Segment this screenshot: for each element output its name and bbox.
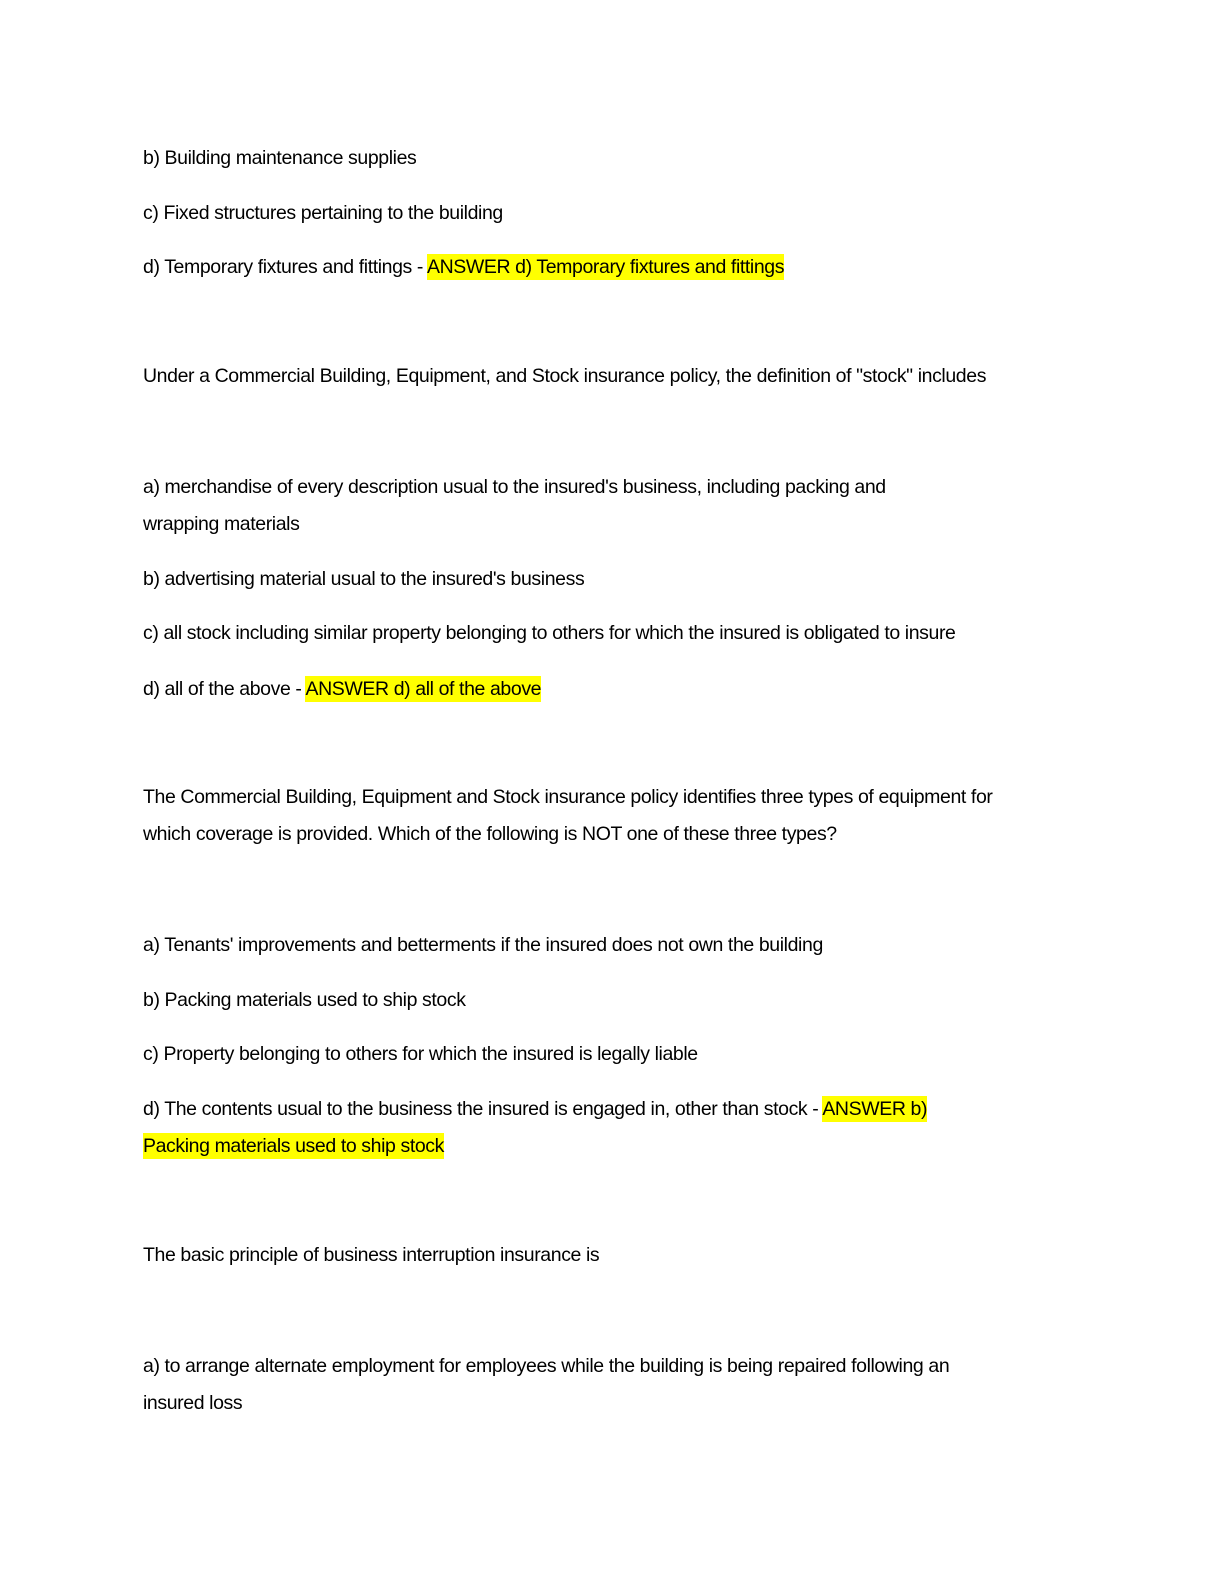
answer-highlight: Packing materials used to ship stock <box>143 1135 444 1157</box>
answer-highlight: ANSWER b) <box>822 1098 928 1120</box>
option-a-merchandise-line1: a) merchandise of every description usual to the insured's business, including packing and <box>143 476 886 498</box>
option-d-all-of-above <box>143 672 1083 706</box>
question-equipment-types-line1: The Commercial Building, Equipment and Stock insurance policy identifies three types of equipment for <box>143 786 993 808</box>
option-d-contents-usual <box>143 1092 1083 1126</box>
option-text: d) Temporary fixtures and fittings - <box>143 256 427 278</box>
question-business-interruption: The basic principle of business interruption insurance is <box>143 1244 600 1266</box>
option-b-packing-materials: b) Packing materials used to ship stock <box>143 989 466 1011</box>
option-b-advertising-material: b) advertising material usual to the insured's business <box>143 568 585 590</box>
option-text: d) The contents usual to the business the insured is engaged in, other than stock - <box>143 1098 823 1120</box>
option-a-alternate-employment-line2: insured loss <box>143 1392 243 1414</box>
option-a-merchandise-line2: wrapping materials <box>143 513 300 535</box>
answer-highlight: ANSWER d) Temporary fixtures and fittings <box>426 256 785 278</box>
option-text: d) all of the above - <box>143 678 306 700</box>
option-c-fixed-structures: c) Fixed structures pertaining to the building <box>143 202 503 224</box>
answer-highlight: ANSWER d) all of the above <box>305 678 542 700</box>
option-d-answer-continuation <box>143 1129 1083 1163</box>
option-b-maintenance-supplies: b) Building maintenance supplies <box>143 147 417 169</box>
option-d-temporary-fixtures <box>143 250 1083 284</box>
question-stock-definition: Under a Commercial Building, Equipment, and Stock insurance policy, the definition of "stock" includes <box>143 365 987 387</box>
option-c-all-stock: c) all stock including similar property belonging to others for which the insured is obligated to insure <box>143 622 956 644</box>
option-a-tenants-improvements: a) Tenants' improvements and betterments if the insured does not own the building <box>143 934 823 956</box>
option-a-alternate-employment-line1: a) to arrange alternate employment for employees while the building is being repaired following an <box>143 1355 950 1377</box>
question-equipment-types-line2: which coverage is provided. Which of the following is NOT one of these three types? <box>143 823 837 845</box>
option-c-property-of-others: c) Property belonging to others for which the insured is legally liable <box>143 1043 698 1065</box>
